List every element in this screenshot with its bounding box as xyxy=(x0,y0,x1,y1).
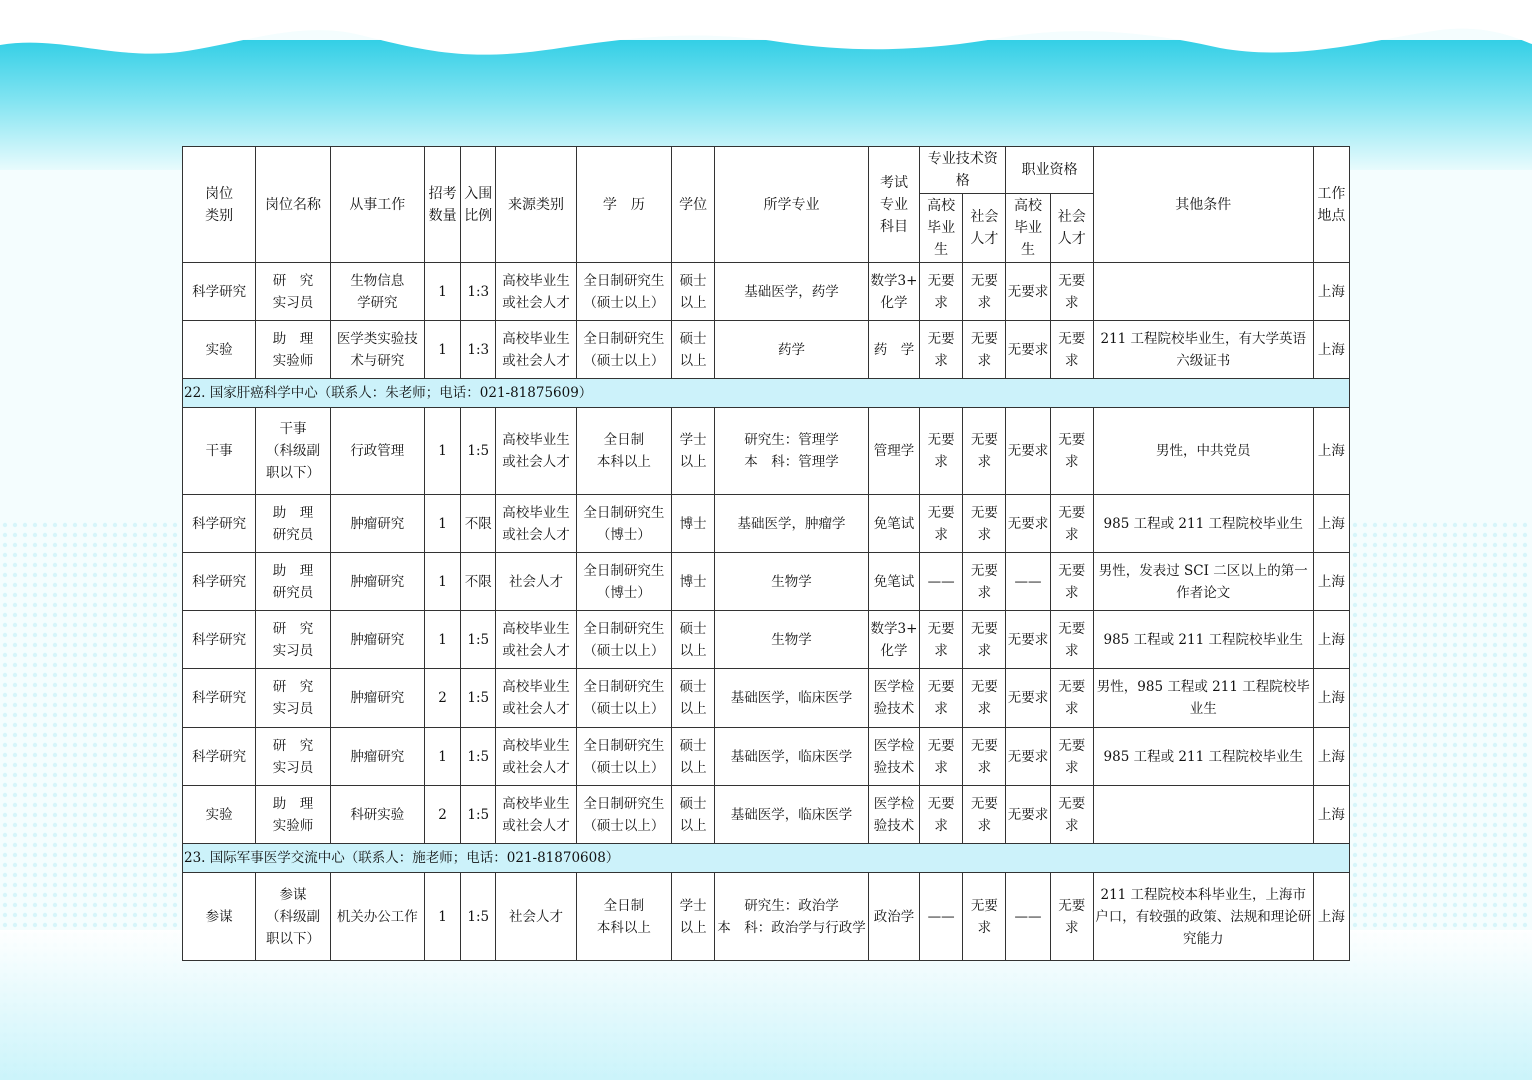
cell-position: 助 理 研究员 xyxy=(256,553,330,611)
cell-tech-social: 无要求 xyxy=(963,553,1006,611)
cell-degree: 硕士 以上 xyxy=(672,321,715,379)
cell-prof-social: 无要求 xyxy=(1050,786,1093,844)
cell-degree: 硕士 以上 xyxy=(672,263,715,321)
section-title: 22. 国家肝癌科学中心（联系人：朱老师；电话：021-81875609） xyxy=(183,379,1350,408)
cell-prof-social: 无要求 xyxy=(1050,873,1093,961)
cell-work: 医学类实验技 术与研究 xyxy=(330,321,424,379)
cell-prof-grad: —— xyxy=(1006,553,1050,611)
col-header-source: 来源类别 xyxy=(496,147,576,263)
col-header-work: 从事工作 xyxy=(330,147,424,263)
cell-tech-grad: 无要求 xyxy=(920,263,963,321)
cell-degree: 硕士 以上 xyxy=(672,728,715,786)
cell-tech-social: 无要求 xyxy=(963,408,1006,495)
recruitment-table xyxy=(182,146,1350,961)
cell-major: 研究生：管理学 本 科：管理学 xyxy=(715,408,869,495)
cell-source: 高校毕业生 或社会人才 xyxy=(496,408,576,495)
cell-work: 生物信息 学研究 xyxy=(330,263,424,321)
cell-position: 研 究 实习员 xyxy=(256,669,330,728)
cell-education: 全日制研究生 （博士） xyxy=(576,553,671,611)
table-row xyxy=(183,321,1350,379)
cell-tech-grad: 无要求 xyxy=(920,495,963,553)
cell-ratio: 1:5 xyxy=(461,728,496,786)
cell-prof-grad: 无要求 xyxy=(1006,786,1050,844)
col-header-position: 岗位名称 xyxy=(256,147,330,263)
cell-quota: 1 xyxy=(425,263,461,321)
cell-education: 全日制研究生 （硕士以上） xyxy=(576,263,671,321)
cell-degree: 学士 以上 xyxy=(672,873,715,961)
cell-category: 科学研究 xyxy=(183,669,256,728)
cell-quota: 1 xyxy=(425,408,461,495)
table-row xyxy=(183,786,1350,844)
cell-position: 参谋 （科级副 职以下） xyxy=(256,873,330,961)
cell-work: 行政管理 xyxy=(330,408,424,495)
cell-location: 上海 xyxy=(1313,408,1349,495)
cell-exam: 免笔试 xyxy=(868,495,919,553)
header-row-1 xyxy=(183,147,1350,194)
cell-work: 肿瘤研究 xyxy=(330,611,424,669)
cell-location: 上海 xyxy=(1313,263,1349,321)
cell-work: 肿瘤研究 xyxy=(330,495,424,553)
cell-other: 211 工程院校毕业生，有大学英语六级证书 xyxy=(1093,321,1313,379)
cell-location: 上海 xyxy=(1313,786,1349,844)
cell-exam: 医学检 验技术 xyxy=(868,669,919,728)
cell-tech-grad: 无要求 xyxy=(920,786,963,844)
cell-tech-social: 无要求 xyxy=(963,611,1006,669)
cell-source: 高校毕业生 或社会人才 xyxy=(496,611,576,669)
cell-major: 基础医学，临床医学 xyxy=(715,786,869,844)
cell-exam: 数学3+ 化学 xyxy=(868,263,919,321)
cell-other xyxy=(1093,786,1313,844)
cell-degree: 博士 xyxy=(672,553,715,611)
cell-major: 基础医学，临床医学 xyxy=(715,669,869,728)
cell-other: 985 工程或 211 工程院校毕业生 xyxy=(1093,611,1313,669)
cell-category: 科学研究 xyxy=(183,553,256,611)
cell-prof-grad: 无要求 xyxy=(1006,321,1050,379)
cell-work: 肿瘤研究 xyxy=(330,728,424,786)
cell-ratio: 1:5 xyxy=(461,611,496,669)
table-body xyxy=(183,263,1350,961)
table-row xyxy=(183,873,1350,961)
cell-degree: 博士 xyxy=(672,495,715,553)
cell-position: 助 理 实验师 xyxy=(256,321,330,379)
cell-major: 基础医学，药学 xyxy=(715,263,869,321)
col-header-exam: 考试 专业 科目 xyxy=(868,147,919,263)
cell-other: 男性，985 工程或 211 工程院校毕业生 xyxy=(1093,669,1313,728)
cell-prof-grad: 无要求 xyxy=(1006,263,1050,321)
cell-major: 基础医学，临床医学 xyxy=(715,728,869,786)
cell-source: 高校毕业生 或社会人才 xyxy=(496,728,576,786)
cell-work: 机关办公工作 xyxy=(330,873,424,961)
cell-work: 科研实验 xyxy=(330,786,424,844)
cell-tech-social: 无要求 xyxy=(963,669,1006,728)
cell-education: 全日制研究生 （硕士以上） xyxy=(576,321,671,379)
cell-ratio: 1:5 xyxy=(461,786,496,844)
cell-tech-social: 无要求 xyxy=(963,786,1006,844)
table-row xyxy=(183,669,1350,728)
cell-quota: 2 xyxy=(425,669,461,728)
cell-prof-social: 无要求 xyxy=(1050,611,1093,669)
cell-prof-grad: 无要求 xyxy=(1006,611,1050,669)
cell-degree: 硕士 以上 xyxy=(672,786,715,844)
cell-location: 上海 xyxy=(1313,321,1349,379)
cell-prof-grad: 无要求 xyxy=(1006,408,1050,495)
cell-position: 干事 （科级副 职以下） xyxy=(256,408,330,495)
cell-category: 实验 xyxy=(183,786,256,844)
col-header-tech-social: 社会 人才 xyxy=(963,194,1006,263)
table-row xyxy=(183,553,1350,611)
cell-quota: 1 xyxy=(425,495,461,553)
cell-ratio: 1:3 xyxy=(461,263,496,321)
cell-position: 助 理 研究员 xyxy=(256,495,330,553)
cell-category: 实验 xyxy=(183,321,256,379)
col-header-major: 所学专业 xyxy=(715,147,869,263)
cell-category: 科学研究 xyxy=(183,495,256,553)
cell-other: 211 工程院校本科毕业生，上海市户口，有较强的政策、法规和理论研究能力 xyxy=(1093,873,1313,961)
cell-prof-social: 无要求 xyxy=(1050,408,1093,495)
cell-education: 全日制研究生 （博士） xyxy=(576,495,671,553)
cell-major: 生物学 xyxy=(715,611,869,669)
col-header-education: 学 历 xyxy=(576,147,671,263)
cell-degree: 硕士 以上 xyxy=(672,611,715,669)
cell-position: 研 究 实习员 xyxy=(256,263,330,321)
col-header-other: 其他条件 xyxy=(1093,147,1313,263)
cell-prof-social: 无要求 xyxy=(1050,495,1093,553)
cell-source: 高校毕业生 或社会人才 xyxy=(496,669,576,728)
cell-prof-grad: 无要求 xyxy=(1006,495,1050,553)
cell-prof-social: 无要求 xyxy=(1050,728,1093,786)
table-row xyxy=(183,495,1350,553)
cell-prof-social: 无要求 xyxy=(1050,553,1093,611)
cell-tech-grad: —— xyxy=(920,873,963,961)
cell-source: 高校毕业生 或社会人才 xyxy=(496,321,576,379)
cell-ratio: 不限 xyxy=(461,553,496,611)
cell-major: 生物学 xyxy=(715,553,869,611)
cell-other: 985 工程或 211 工程院校毕业生 xyxy=(1093,495,1313,553)
col-header-ratio: 入围 比例 xyxy=(461,147,496,263)
table-row xyxy=(183,263,1350,321)
cell-exam: 管理学 xyxy=(868,408,919,495)
cell-source: 高校毕业生 或社会人才 xyxy=(496,263,576,321)
cell-exam: 政治学 xyxy=(868,873,919,961)
cell-quota: 1 xyxy=(425,553,461,611)
section-row xyxy=(183,379,1350,408)
cell-other: 男性，发表过 SCI 二区以上的第一作者论文 xyxy=(1093,553,1313,611)
cell-exam: 医学检 验技术 xyxy=(868,786,919,844)
section-row xyxy=(183,844,1350,873)
col-header-location: 工作 地点 xyxy=(1313,147,1349,263)
cell-tech-social: 无要求 xyxy=(963,495,1006,553)
cell-source: 社会人才 xyxy=(496,873,576,961)
cell-education: 全日制研究生 （硕士以上） xyxy=(576,669,671,728)
cell-quota: 1 xyxy=(425,873,461,961)
col-header-prof-social: 社会 人才 xyxy=(1050,194,1093,263)
cell-position: 研 究 实习员 xyxy=(256,728,330,786)
cell-location: 上海 xyxy=(1313,728,1349,786)
cell-source: 高校毕业生 或社会人才 xyxy=(496,786,576,844)
cell-prof-social: 无要求 xyxy=(1050,263,1093,321)
cell-other: 男性，中共党员 xyxy=(1093,408,1313,495)
cell-major: 药学 xyxy=(715,321,869,379)
cell-prof-social: 无要求 xyxy=(1050,669,1093,728)
cell-prof-grad: 无要求 xyxy=(1006,728,1050,786)
cell-position: 助 理 实验师 xyxy=(256,786,330,844)
cell-ratio: 1:5 xyxy=(461,408,496,495)
cell-education: 全日制研究生 （硕士以上） xyxy=(576,786,671,844)
cell-category: 干事 xyxy=(183,408,256,495)
cell-tech-grad: 无要求 xyxy=(920,669,963,728)
cell-tech-social: 无要求 xyxy=(963,873,1006,961)
cell-tech-grad: 无要求 xyxy=(920,611,963,669)
cell-tech-social: 无要求 xyxy=(963,263,1006,321)
cell-degree: 学士 以上 xyxy=(672,408,715,495)
cell-category: 科学研究 xyxy=(183,728,256,786)
cell-category: 科学研究 xyxy=(183,263,256,321)
cell-exam: 医学检 验技术 xyxy=(868,728,919,786)
cell-exam: 药 学 xyxy=(868,321,919,379)
cell-tech-social: 无要求 xyxy=(963,321,1006,379)
cell-work: 肿瘤研究 xyxy=(330,669,424,728)
cell-location: 上海 xyxy=(1313,611,1349,669)
col-header-prof-grad: 高校 毕业生 xyxy=(1006,194,1050,263)
cell-other: 985 工程或 211 工程院校毕业生 xyxy=(1093,728,1313,786)
cell-major: 研究生：政治学 本 科：政治学与行政学 xyxy=(715,873,869,961)
cell-prof-grad: —— xyxy=(1006,873,1050,961)
cell-location: 上海 xyxy=(1313,553,1349,611)
cell-education: 全日制 本科以上 xyxy=(576,408,671,495)
table-row xyxy=(183,408,1350,495)
cell-tech-grad: 无要求 xyxy=(920,321,963,379)
cell-quota: 1 xyxy=(425,321,461,379)
cell-quota: 1 xyxy=(425,728,461,786)
cell-exam: 免笔试 xyxy=(868,553,919,611)
col-header-degree: 学位 xyxy=(672,147,715,263)
cell-prof-grad: 无要求 xyxy=(1006,669,1050,728)
cell-location: 上海 xyxy=(1313,873,1349,961)
cell-location: 上海 xyxy=(1313,495,1349,553)
cell-category: 参谋 xyxy=(183,873,256,961)
table-row xyxy=(183,728,1350,786)
cell-ratio: 不限 xyxy=(461,495,496,553)
cell-quota: 1 xyxy=(425,611,461,669)
cell-prof-social: 无要求 xyxy=(1050,321,1093,379)
cell-tech-social: 无要求 xyxy=(963,728,1006,786)
cell-education: 全日制研究生 （硕士以上） xyxy=(576,611,671,669)
col-header-prof-qualification: 职业资格 xyxy=(1006,147,1093,194)
cell-work: 肿瘤研究 xyxy=(330,553,424,611)
col-header-tech-grad: 高校 毕业生 xyxy=(920,194,963,263)
table-row xyxy=(183,611,1350,669)
cell-category: 科学研究 xyxy=(183,611,256,669)
cell-other xyxy=(1093,263,1313,321)
cell-position: 研 究 实习员 xyxy=(256,611,330,669)
cell-ratio: 1:5 xyxy=(461,873,496,961)
cell-education: 全日制 本科以上 xyxy=(576,873,671,961)
cell-tech-grad: 无要求 xyxy=(920,728,963,786)
cell-degree: 硕士 以上 xyxy=(672,669,715,728)
col-header-tech-qualification: 专业技术资格 xyxy=(920,147,1006,194)
col-header-category: 岗位 类别 xyxy=(183,147,256,263)
section-title: 23. 国际军事医学交流中心（联系人：施老师；电话：021-81870608） xyxy=(183,844,1350,873)
cell-ratio: 1:5 xyxy=(461,669,496,728)
cell-tech-grad: —— xyxy=(920,553,963,611)
cell-source: 社会人才 xyxy=(496,553,576,611)
col-header-quota: 招考 数量 xyxy=(425,147,461,263)
cell-tech-grad: 无要求 xyxy=(920,408,963,495)
cell-ratio: 1:3 xyxy=(461,321,496,379)
cell-location: 上海 xyxy=(1313,669,1349,728)
cell-quota: 2 xyxy=(425,786,461,844)
cell-major: 基础医学，肿瘤学 xyxy=(715,495,869,553)
cell-exam: 数学3+ 化学 xyxy=(868,611,919,669)
cell-education: 全日制研究生 （硕士以上） xyxy=(576,728,671,786)
cell-source: 高校毕业生 或社会人才 xyxy=(496,495,576,553)
